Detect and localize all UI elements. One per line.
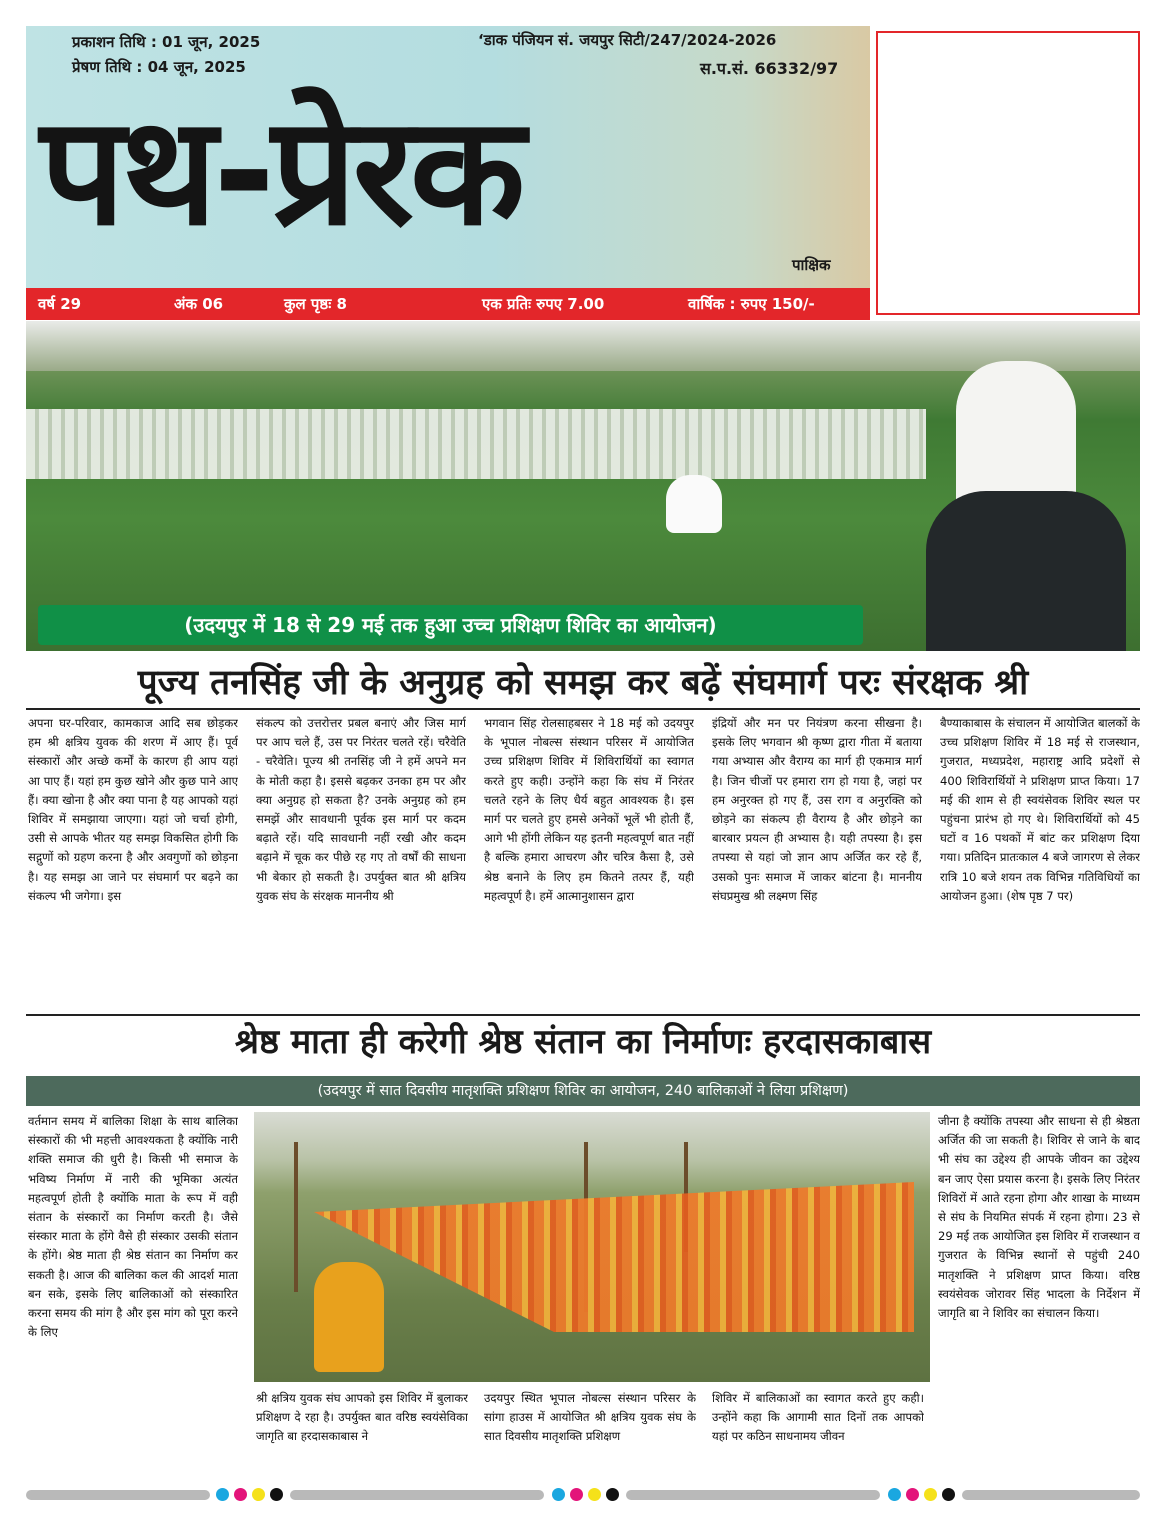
magenta-dot: [234, 1488, 247, 1501]
annual-price-label: वार्षिक : रुपए 150/-: [688, 295, 815, 313]
article1-column-1: अपना घर-परिवार, कामकाज आदि सब छोड़कर हम श्री क्षत्रिय युवक की शरण में आए हैं। पूर्व संस्कारों और अच्छे कर्मों के कारण ही आप यहां आ पाए हैं। यहां हम कुछ खोने और कुछ पाने आए हैं। क्या खोना है और क्या पाना है यह आपको यहां शिविर में समझाया जाएगा। यहां जो चर्चा होगी, उसी से आपके भीतर यह समझ विकसित होगी कि सद्गुणों को ग्रहण करना है और अवगुणों को छोड़ना है। यह समझ आ जाने पर संघमार्ग पर बढ़ने का संकल्प भी जगेगा। इस: [28, 716, 238, 903]
black-dot: [942, 1488, 955, 1501]
magenta-dot: [906, 1488, 919, 1501]
address-box: [876, 31, 1140, 315]
photo-seated-leader: [666, 475, 722, 533]
cyan-dot: [888, 1488, 901, 1501]
article1-column-3: भगवान सिंह रोलसाहबसर ने 18 मई को उदयपुर के भूपाल नोबल्स संस्थान परिसर में आयोजित उच्च प्रशिक्षण शिविर में शिविरार्थियों का स्वागत करते हुए कही। उन्होंने कहा कि संघ में निरंतर चलते रहने के लिए धैर्य बहुत आवश्यक है। इस मार्ग पर चलते हुए हमसे अनेकों भूलें भी होती हैं, आगे भी होंगी लेकिन यह इतनी महत्वपूर्ण बात नहीं है बल्कि हमारा आचरण और चरित्र कैसा है, उसे श्रेष्ठ बनाने के लिए हम कितने तत्पर हैं, यही महत्वपूर्ण है। हमें आत्मानुशासन द्वारा: [484, 716, 694, 903]
article1-column-5: बैण्याकाबास के संचालन में आयोजित बालकों के उच्च प्रशिक्षण शिविर में 18 मई से राजस्थान, गुजरात, मध्यप्रदेश, महाराष्ट्र आदि प्रदेशों से 400 शिविरार्थियों ने प्रशिक्षण प्राप्त किया। 17 मई की शाम से ही स्वयंसेवक शिविर स्थल पर पहुंचना प्रारंभ हो गए थे। शिविरार्थियों को 45 घटों व 16 पथकों में बांट कर प्रशिक्षण दिया गया। प्रतिदिन प्रातःकाल 4 बजे जागरण से लेकर रात्रि 10 बजे शयन तक विभिन्न गतिविधियों का आयोजन हुआ। (शेष पृष्ठ 7 पर): [940, 716, 1140, 903]
photo-seated-rows: [26, 409, 926, 479]
year-label: वर्ष 29: [38, 295, 82, 313]
sps-number: स.प.सं. 66332/97: [700, 59, 839, 78]
footer-bar: [626, 1490, 880, 1500]
subheadline-bar: (उदयपुर में सात दिवसीय मातृशक्ति प्रशिक्षण शिविर का आयोजन, 240 बालिकाओं ने लिया प्रशिक्षण): [26, 1076, 1140, 1106]
headline-2: श्रेष्ठ माता ही करेगी श्रेष्ठ संतान का निर्माणः हरदासकाबास: [234, 1022, 932, 1062]
article2-column-b3: शिविर में बालिकाओं का स्वागत करते हुए कही। उन्होंने कहा कि आगामी सात दिनों तक आपको यहां पर कठिन साधनामय जीवन: [712, 1391, 924, 1444]
divider: [26, 1014, 1140, 1016]
camp-ground-photo: [26, 321, 1140, 651]
issue-info-bar: [26, 288, 870, 320]
article2-column-b1: श्री क्षत्रिय युवक संघ आपको इस शिविर में बुलाकर प्रशिक्षण दे रहा है। उपर्युक्त बात वरिष्ठ स्वयंसेविका जागृति बा हरदासकाबास ने: [256, 1391, 468, 1444]
photo-woman-figure: [314, 1262, 384, 1372]
article2-column-b2: उदयपुर स्थित भूपाल नोबल्स संस्थान परिसर के सांगा हाउस में आयोजित श्री क्षत्रिय युवक संघ के सात दिवसीय मातृशक्ति प्रशिक्षण: [484, 1391, 696, 1444]
dispatch-date: प्रेषण तिथि : 04 जून, 2025: [72, 58, 246, 76]
footer-bar: [26, 1490, 210, 1500]
divider: [26, 708, 1140, 710]
pages-label: कुल पृष्ठः 8: [284, 295, 347, 313]
newspaper-title: पथ-प्रेरक: [40, 85, 522, 259]
article2-column-right: जीना है क्योंकि तपस्या और साधना से ही श्रेष्ठता अर्जित की जा सकती है। शिविर से जाने के बाद भी संघ का उद्देश्य ही आपके जीवन का उद्देश्य बन जाए ऐसा प्रयास करना है। इसके लिए निरंतर शिविरों में आते रहना होगा और शाखा के माध्यम से संघ के नियमित संपर्क में रहना होगा। 23 से 29 मई तक आयोजित इस शिविर में राजस्थान व गुजरात के विभिन्न स्थानों से पहुंची 240 मातृशक्ति ने प्रशिक्षण प्राप्त किया। वरिष्ठ स्वयंसेवक जोरावर सिंह भादला के निर्देशन में जागृति बा ने शिविर का संचालन किया।: [938, 1114, 1140, 1321]
issue-label: अंक 06: [174, 295, 224, 313]
yellow-dot: [252, 1488, 265, 1501]
photo-treeline: [26, 321, 1140, 371]
black-dot: [606, 1488, 619, 1501]
article2-column-left: वर्तमान समय में बालिका शिक्षा के साथ बालिका संस्कारों की भी महत्ती आवश्यकता है क्योंकि नारी शक्ति समाज की धुरी है। किसी भी समाज के भविष्य निर्माण में नारी की भूमिका अत्यंत महत्वपूर्ण होती है क्योंकि माता के रूप में वही संतान के संस्कारों का निर्माण करती है। जैसे संस्कार माता के होंगे वैसे ही संस्कार उसकी संतान के होंगे। श्रेष्ठ माता ही श्रेष्ठ संतान का निर्माण कर सकती है। आज की बालिका कल की आदर्श माता बन सके, इसके लिए बालिकाओं को संस्कारित करना समय की मांग है और इस मांग को पूरा करने के लिए: [28, 1114, 238, 1340]
photo-flagpole: [294, 1142, 298, 1292]
cyan-dot: [552, 1488, 565, 1501]
yellow-dot: [924, 1488, 937, 1501]
yellow-dot: [588, 1488, 601, 1501]
publication-date: प्रकाशन तिथि : 01 जून, 2025: [72, 33, 261, 51]
article1-column-2: संकल्प को उत्तरोत्तर प्रबल बनाएं और जिस मार्ग पर आप चले हैं, उस पर निरंतर चलते रहें। चरैवेति - चरैवेति। पूज्य श्री तनसिंह जी ने हमें अपने मन के मोती कहा है। इससे बढ़कर उनका हम पर और क्या अनुग्रह हो सकता है? उनके अनुग्रह को हम समझें और सावधानी पूर्वक इस मार्ग पर कदम बढ़ाते रहें। यदि सावधानी नहीं रखी और कदम बढ़ाने में चूक कर पीछे रह गए तो वर्षों की साधना भी बेकार हो सकती है। उपर्युक्त बात श्री क्षत्रिय युवक संघ के संरक्षक माननीय श्री: [256, 716, 466, 903]
photo-chair: [926, 491, 1126, 651]
photo-caption: (उदयपुर में 18 से 29 मई तक हुआ उच्च प्रशिक्षण शिविर का आयोजन): [38, 605, 863, 645]
date-block: [72, 30, 260, 80]
price-label: एक प्रतिः रुपए 7.00: [482, 295, 605, 313]
black-dot: [270, 1488, 283, 1501]
article1-column-4: इंद्रियों और मन पर नियंत्रण करना सीखना है। इसके लिए भगवान श्री कृष्ण द्वारा गीता में बताया गया अभ्यास और वैराग्य का मार्ग ही एकमात्र मार्ग है। जिन चीजों पर हमारा राग हो गया है, जहां पर हम अनुरक्त हो गए हैं, उस राग व अनुरक्ति को छोड़ने का संकल्प ही वैराग्य है और छोड़ने का बारबार प्रयत्न ही अभ्यास है। यही तपस्या है। इस तपस्या से यहां जो ज्ञान आप अर्जित कर रहे हैं, उसको पुनः समाज में जाकर बांटना है। माननीय संघप्रमुख श्री लक्ष्मण सिंह: [712, 716, 922, 903]
photo-seated-rows: [314, 1182, 914, 1332]
cyan-dot: [216, 1488, 229, 1501]
footer-bar: [962, 1490, 1140, 1500]
magenta-dot: [570, 1488, 583, 1501]
women-camp-photo: [254, 1112, 930, 1382]
postal-registration: ‘डाक पंजियन सं. जयपुर सिटी/247/2024-2026: [478, 31, 777, 49]
frequency-label: पाक्षिक: [792, 256, 831, 274]
headline-1: पूज्य तनसिंह जी के अनुग्रह को समझ कर बढ़ें संघमार्ग परः संरक्षक श्री: [137, 663, 1029, 703]
footer-bar: [290, 1490, 544, 1500]
